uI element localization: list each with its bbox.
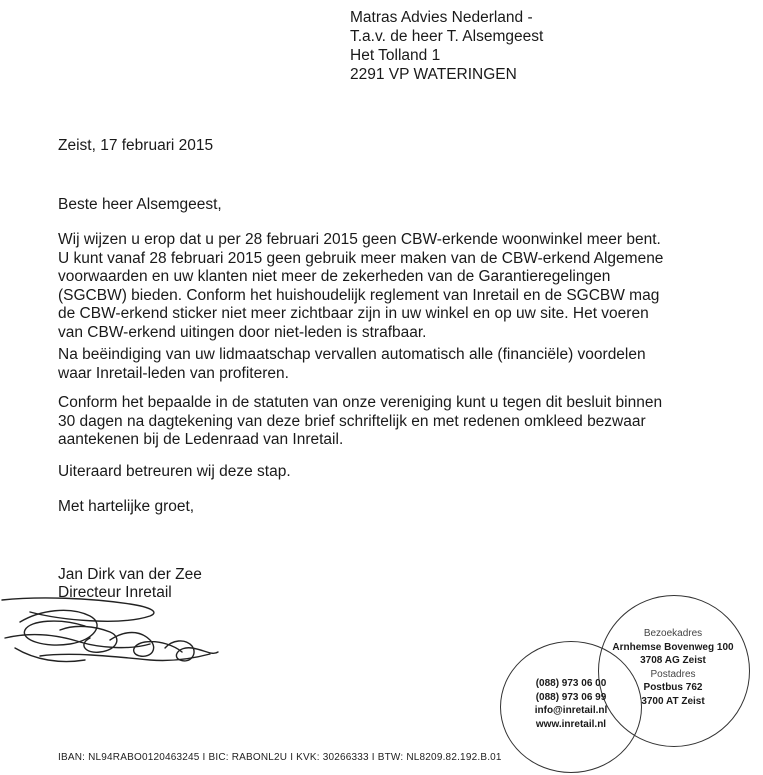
signatory-name: Jan Dirk van der Zee [58, 566, 202, 583]
visiting-address-label: Bezoekadres [643, 628, 703, 639]
paragraph-3: Conform het bepaalde in de statuten van onze vereniging kunt u tegen dit besluit binnen 30 dagen na dagtekening van deze brief schriftelijk en met redenen omkleed bezwaar aantekenen bij de Ledenraad van Inretail. [58, 394, 663, 448]
handwritten-signature [0, 560, 240, 680]
recipient-line-3: Het Tolland 1 [350, 47, 441, 64]
visiting-city: 3708 AG Zeist [640, 655, 706, 666]
po-box: Postbus 762 [643, 682, 703, 693]
visiting-street: Arnhemse Bovenweg 100 [612, 641, 734, 653]
contact-web: www.inretail.nl [535, 718, 607, 730]
paragraph-1: Wij wijzen u erop dat u per 28 februari 2015 geen CBW-erkende woonwinkel meer bent. U kunt vanaf 28 februari 2015 geen gebruik meer maken van de CBW-erkend Algemene voorwaarden en uw klanten niet meer de zekerheden van de Garantieregelingen (SGCBW) bieden. Conform het huishoudelijk reglement van Inretail en de SGCBW mag de CBW-erkend sticker niet meer zichtbaar zijn in uw winkel en op uw site. Het voeren van CBW-erkend uitingen door niet-leden is strafbaar. [58, 231, 664, 341]
contact-block [512, 677, 630, 731]
signatory-title: Directeur Inretail [58, 584, 172, 601]
paragraph-4: Uiteraard betreuren wij deze stap. [58, 463, 291, 480]
bank-details-footer: IBAN: NL94RABO0120463245 I BIC: RABONL2U I KVK: 30266333 I BTW: NL8209.82.192.B.01 [58, 752, 502, 763]
contact-email: info@inretail.nl [534, 705, 608, 716]
closing: Met hartelijke groet, [58, 498, 195, 515]
recipient-address [350, 8, 543, 84]
salutation: Beste heer Alsemgeest, [58, 196, 222, 213]
postal-city: 3700 AT Zeist [641, 695, 705, 707]
contact-fax: (088) 973 06 99 [535, 691, 607, 703]
contact-phone: (088) 973 06 00 [535, 678, 607, 689]
recipient-line-1: Matras Advies Nederland - [350, 9, 533, 26]
postal-address-label: Postadres [650, 668, 696, 680]
letter-date: Zeist, 17 februari 2015 [58, 137, 214, 154]
recipient-line-2: T.a.v. de heer T. Alsemgeest [350, 28, 544, 45]
recipient-line-4: 2291 VP WATERINGEN [350, 66, 517, 83]
paragraph-2: Na beëindiging van uw lidmaatschap vervallen automatisch alle (financiële) voordelen waar Inretail-leden van profiteren. [58, 346, 646, 382]
